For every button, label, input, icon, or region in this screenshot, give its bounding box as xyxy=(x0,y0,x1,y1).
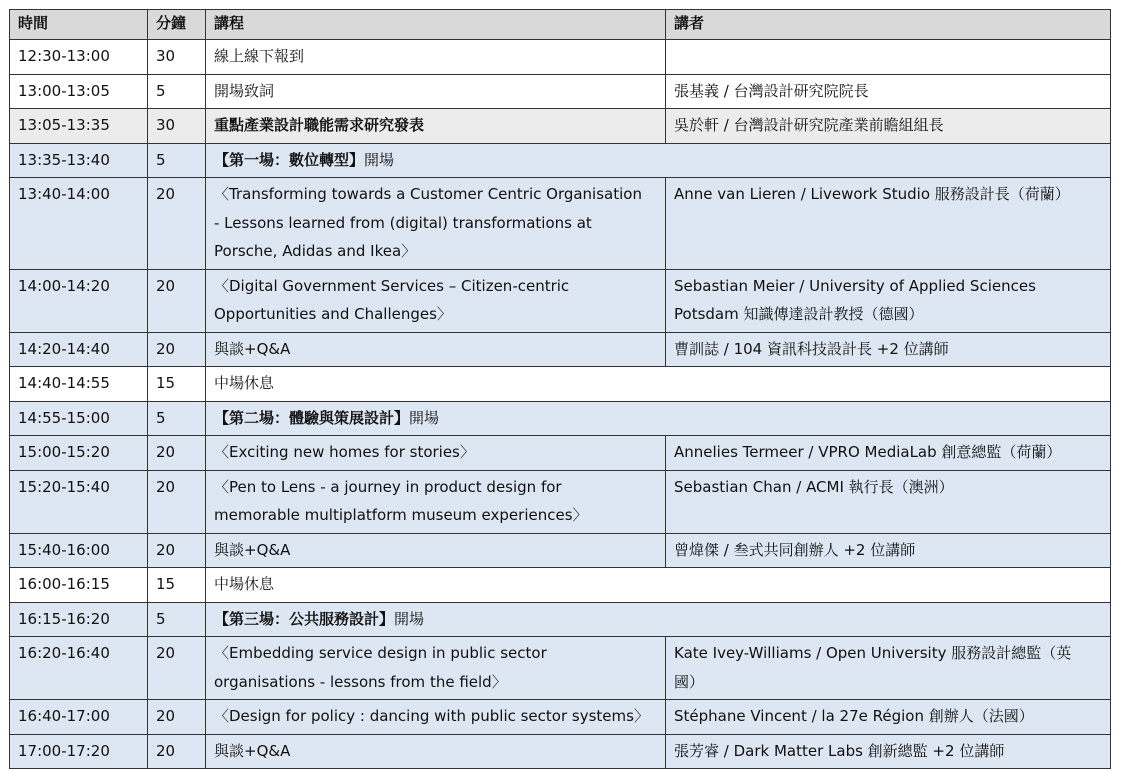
topic-line: 〈Digital Government Services – Citizen-centric xyxy=(214,276,570,295)
minutes-cell: 15 xyxy=(148,568,206,603)
time-cell: 16:00-16:15 xyxy=(10,568,148,603)
time-cell: 14:20-14:40 xyxy=(10,332,148,367)
table-row xyxy=(10,734,1111,769)
minutes-cell: 30 xyxy=(148,40,206,75)
topic-line: 〈Exciting new homes for stories〉 xyxy=(214,443,475,461)
topic-cell xyxy=(206,568,1111,603)
table-row xyxy=(10,109,1111,144)
topic-cell xyxy=(206,533,666,568)
speaker-line: Sebastian Meier / University of Applied Sciences xyxy=(674,276,1036,295)
time-cell: 13:00-13:05 xyxy=(10,74,148,109)
table-row xyxy=(10,602,1111,637)
speaker-cell xyxy=(666,109,1111,144)
session-suffix: 開場 xyxy=(409,408,440,427)
minutes-cell: 20 xyxy=(148,734,206,769)
minutes-cell: 20 xyxy=(148,470,206,533)
speaker-cell xyxy=(666,40,1111,75)
speaker-line: Potsdam 知識傳達設計教授（德國） xyxy=(674,305,924,323)
session-title-cell xyxy=(206,602,1111,637)
topic-line: - Lessons learned from (digital) transformations at xyxy=(214,213,592,232)
topic-line: organisations - lessons from the field〉 xyxy=(214,672,507,691)
speaker-line: Kate Ivey-Williams / Open University 服務設計總監（英 xyxy=(674,644,1072,662)
table-row xyxy=(10,533,1111,568)
time-cell: 15:00-15:20 xyxy=(10,436,148,471)
speaker-line: 國） xyxy=(674,672,705,691)
speaker-cell xyxy=(666,269,1111,332)
topic-cell xyxy=(206,436,666,471)
speaker-cell xyxy=(666,74,1111,109)
topic-cell xyxy=(206,178,666,270)
minutes-cell: 5 xyxy=(148,602,206,637)
header-topic: 講程 xyxy=(206,10,666,40)
time-cell: 13:40-14:00 xyxy=(10,178,148,270)
minutes-cell: 20 xyxy=(148,700,206,735)
topic-cell xyxy=(206,40,666,75)
time-cell: 14:00-14:20 xyxy=(10,269,148,332)
speaker-line: Sebastian Chan / ACMI 執行長（澳洲） xyxy=(674,477,954,496)
topic-line: memorable multiplatform museum experiences〉 xyxy=(214,506,588,524)
topic-line: 與談+Q&A xyxy=(214,339,291,358)
session-title: 【第一場：數位轉型】 xyxy=(214,150,365,169)
speaker-line: 吳於軒 / 台灣設計研究院產業前瞻組組長 xyxy=(674,116,944,134)
topic-cell xyxy=(206,470,666,533)
minutes-cell: 20 xyxy=(148,637,206,700)
session-suffix: 開場 xyxy=(364,150,395,169)
topic-cell xyxy=(206,109,666,144)
topic-cell xyxy=(206,74,666,109)
table-row xyxy=(10,568,1111,603)
topic-line: 〈Pen to Lens - a journey in product design for xyxy=(214,477,562,496)
table-row xyxy=(10,401,1111,436)
speaker-line: 曾煒傑 / 叁式共同創辦人 +2 位講師 xyxy=(674,540,916,559)
table-row xyxy=(10,470,1111,533)
minutes-cell: 5 xyxy=(148,74,206,109)
minutes-cell: 5 xyxy=(148,401,206,436)
table-row xyxy=(10,74,1111,109)
agenda-table xyxy=(9,9,1111,769)
minutes-cell: 5 xyxy=(148,143,206,178)
minutes-cell: 20 xyxy=(148,178,206,270)
minutes-cell: 30 xyxy=(148,109,206,144)
time-cell: 12:30-13:00 xyxy=(10,40,148,75)
time-cell: 17:00-17:20 xyxy=(10,734,148,769)
header-speaker: 講者 xyxy=(666,10,1111,40)
topic-line: 與談+Q&A xyxy=(214,741,291,760)
time-cell: 15:20-15:40 xyxy=(10,470,148,533)
table-row xyxy=(10,178,1111,270)
table-row xyxy=(10,40,1111,75)
table-row xyxy=(10,332,1111,367)
speaker-line: Anne van Lieren / Livework Studio 服務設計長（荷蘭） xyxy=(674,185,1070,203)
time-cell: 14:55-15:00 xyxy=(10,401,148,436)
topic-line: Opportunities and Challenges〉 xyxy=(214,305,452,323)
speaker-cell xyxy=(666,332,1111,367)
topic-line: 中場休息 xyxy=(214,374,275,392)
speaker-line: 曹訓誌 / 104 資訊科技設計長 +2 位講師 xyxy=(674,339,949,358)
topic-line: 開場致詞 xyxy=(214,81,275,100)
header-row xyxy=(10,10,1111,40)
speaker-line: Annelies Termeer / VPRO MediaLab 創意總監（荷蘭） xyxy=(674,443,1062,461)
time-cell: 14:40-14:55 xyxy=(10,367,148,402)
topic-line: 〈Embedding service design in public sector xyxy=(214,644,547,662)
time-cell: 15:40-16:00 xyxy=(10,533,148,568)
topic-line: 重點產業設計職能需求研究發表 xyxy=(214,116,425,134)
topic-cell xyxy=(206,734,666,769)
table-row xyxy=(10,269,1111,332)
speaker-cell xyxy=(666,734,1111,769)
minutes-cell: 20 xyxy=(148,269,206,332)
time-cell: 16:40-17:00 xyxy=(10,700,148,735)
time-cell: 13:35-13:40 xyxy=(10,143,148,178)
minutes-cell: 15 xyxy=(148,367,206,402)
topic-line: 〈Design for policy : dancing with public sector systems〉 xyxy=(214,707,649,725)
header-minutes: 分鐘 xyxy=(148,10,206,40)
topic-cell xyxy=(206,367,1111,402)
topic-cell xyxy=(206,332,666,367)
topic-cell xyxy=(206,269,666,332)
table-row xyxy=(10,436,1111,471)
topic-line: Porsche, Adidas and Ikea〉 xyxy=(214,242,417,260)
session-title-cell xyxy=(206,401,1111,436)
table-row xyxy=(10,637,1111,700)
speaker-line: Stéphane Vincent / la 27e Région 創辦人（法國） xyxy=(674,707,1034,725)
speaker-line: 張基義 / 台灣設計研究院院長 xyxy=(674,81,869,100)
session-title-cell xyxy=(206,143,1111,178)
minutes-cell: 20 xyxy=(148,332,206,367)
topic-line: 中場休息 xyxy=(214,575,275,593)
speaker-cell xyxy=(666,470,1111,533)
session-title: 【第二場：體驗與策展設計】 xyxy=(214,408,410,427)
speaker-line: 張芳睿 / Dark Matter Labs 創新總監 +2 位講師 xyxy=(674,741,1005,760)
session-title: 【第三場：公共服務設計】 xyxy=(214,609,395,628)
time-cell: 13:05-13:35 xyxy=(10,109,148,144)
topic-line: 〈Transforming towards a Customer Centric Organisation xyxy=(214,185,642,203)
topic-line: 與談+Q&A xyxy=(214,540,291,559)
speaker-cell xyxy=(666,178,1111,270)
minutes-cell: 20 xyxy=(148,533,206,568)
speaker-cell xyxy=(666,637,1111,700)
minutes-cell: 20 xyxy=(148,436,206,471)
speaker-cell xyxy=(666,436,1111,471)
time-cell: 16:20-16:40 xyxy=(10,637,148,700)
time-cell: 16:15-16:20 xyxy=(10,602,148,637)
table-row xyxy=(10,367,1111,402)
table-row xyxy=(10,143,1111,178)
topic-line: 線上線下報到 xyxy=(214,47,305,65)
header-time: 時間 xyxy=(10,10,148,40)
session-suffix: 開場 xyxy=(394,609,425,628)
topic-cell xyxy=(206,637,666,700)
speaker-cell xyxy=(666,533,1111,568)
